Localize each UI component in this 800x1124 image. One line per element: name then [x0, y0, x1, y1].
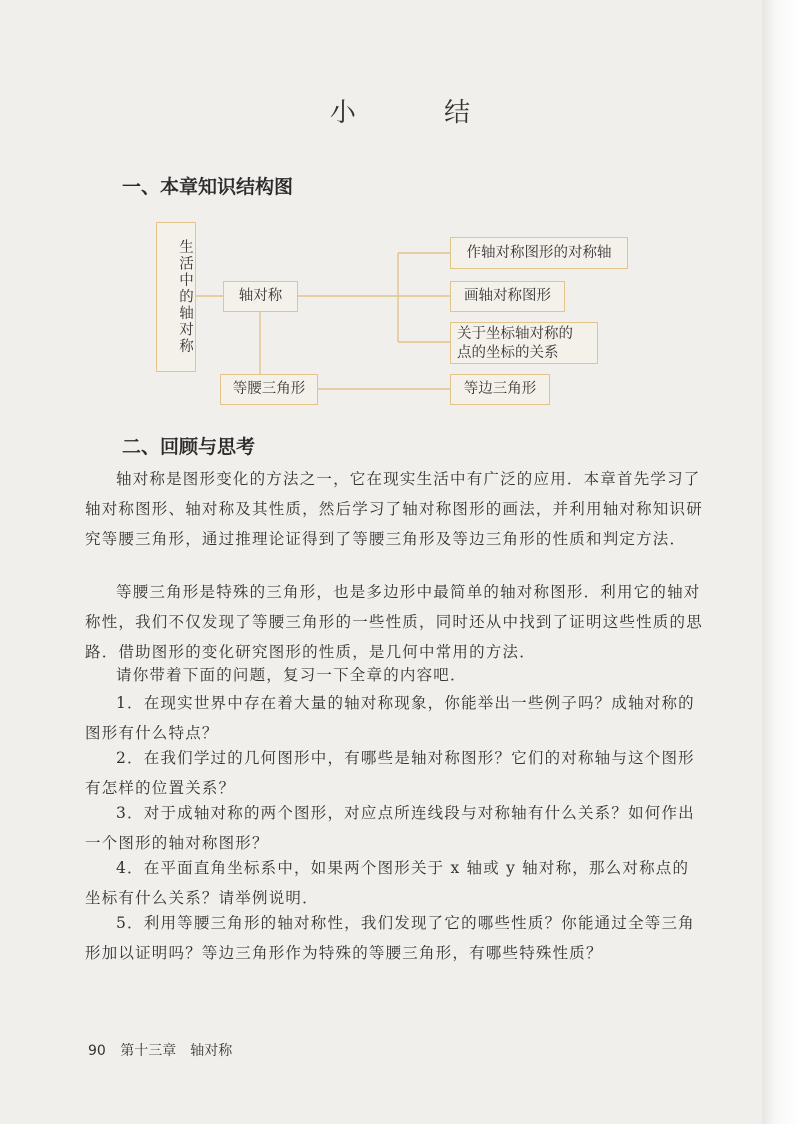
- question-5: 5．利用等腰三角形的轴对称性，我们发现了它的哪些性质？你能通过全等三角形加以证明吗？等边三角形作为特殊的等腰三角形，有哪些特殊性质？: [85, 914, 695, 962]
- page-title: 小 结: [329, 98, 511, 128]
- page-edge-shadow: [762, 0, 800, 1124]
- paragraph-prompt: 请你带着下面的问题，复习一下全章的内容吧．: [116, 666, 467, 684]
- diagram-isosceles-box: 等腰三角形: [220, 374, 318, 405]
- chapter-label: 第十三章 轴对称: [120, 1043, 233, 1059]
- section-heading-review: 二、回顾与思考: [122, 436, 256, 458]
- diagram-branch-coordinates-line2: 点的坐标的关系: [457, 345, 559, 361]
- question-1: 1．在现实世界中存在着大量的轴对称现象，你能举出一些例子吗？成轴对称的图形有什么特点？: [85, 694, 695, 742]
- diagram-branch-axis-of-symmetry-box: 作轴对称图形的对称轴: [450, 237, 628, 269]
- diagram-branch-coordinates-line1: 关于坐标轴对称的: [457, 326, 573, 342]
- diagram-equilateral-box: 等边三角形: [450, 374, 550, 405]
- diagram-branch-coordinates-box: [450, 322, 598, 364]
- section-heading-structure: 一、本章知识结构图: [122, 176, 294, 198]
- knowledge-diagram-connectors: [0, 0, 800, 420]
- question-3: 3．对于成轴对称的两个图形，对应点所连线段与对称轴有什么关系？如何作出一个图形的轴对称图形？: [85, 804, 695, 852]
- question-2: 2．在我们学过的几何图形中，有哪些是轴对称图形？它们的对称轴与这个图形有怎样的位置关系？: [85, 749, 695, 797]
- paragraph-isosceles: 等腰三角形是特殊的三角形，也是多边形中最简单的轴对称图形．利用它的轴对称性，我们不仅发现了等腰三角形的一些性质，同时还从中找到了证明这些性质的思路．借助图形的变化研究图形的性质，是几何中常用的方法．: [85, 583, 703, 661]
- diagram-branch-draw-figure-box: 画轴对称图形: [450, 281, 565, 312]
- paragraph-intro: 轴对称是图形变化的方法之一，它在现实生活中有广泛的应用．本章首先学习了轴对称图形、轴对称及其性质，然后学习了轴对称图形的画法，并利用轴对称知识研究等腰三角形，通过推理论证得到了等腰三角形及等边三角形的性质和判定方法．: [85, 470, 703, 548]
- diagram-axis-symmetry-box: 轴对称: [223, 281, 298, 312]
- diagram-root-box: 生活中的轴对称: [156, 222, 196, 372]
- page-footer: [88, 1040, 232, 1060]
- question-4: 4．在平面直角坐标系中，如果两个图形关于 x 轴或 y 轴对称，那么对称点的坐标有什么关系？请举例说明．: [85, 859, 690, 907]
- page-number: 90: [88, 1043, 106, 1059]
